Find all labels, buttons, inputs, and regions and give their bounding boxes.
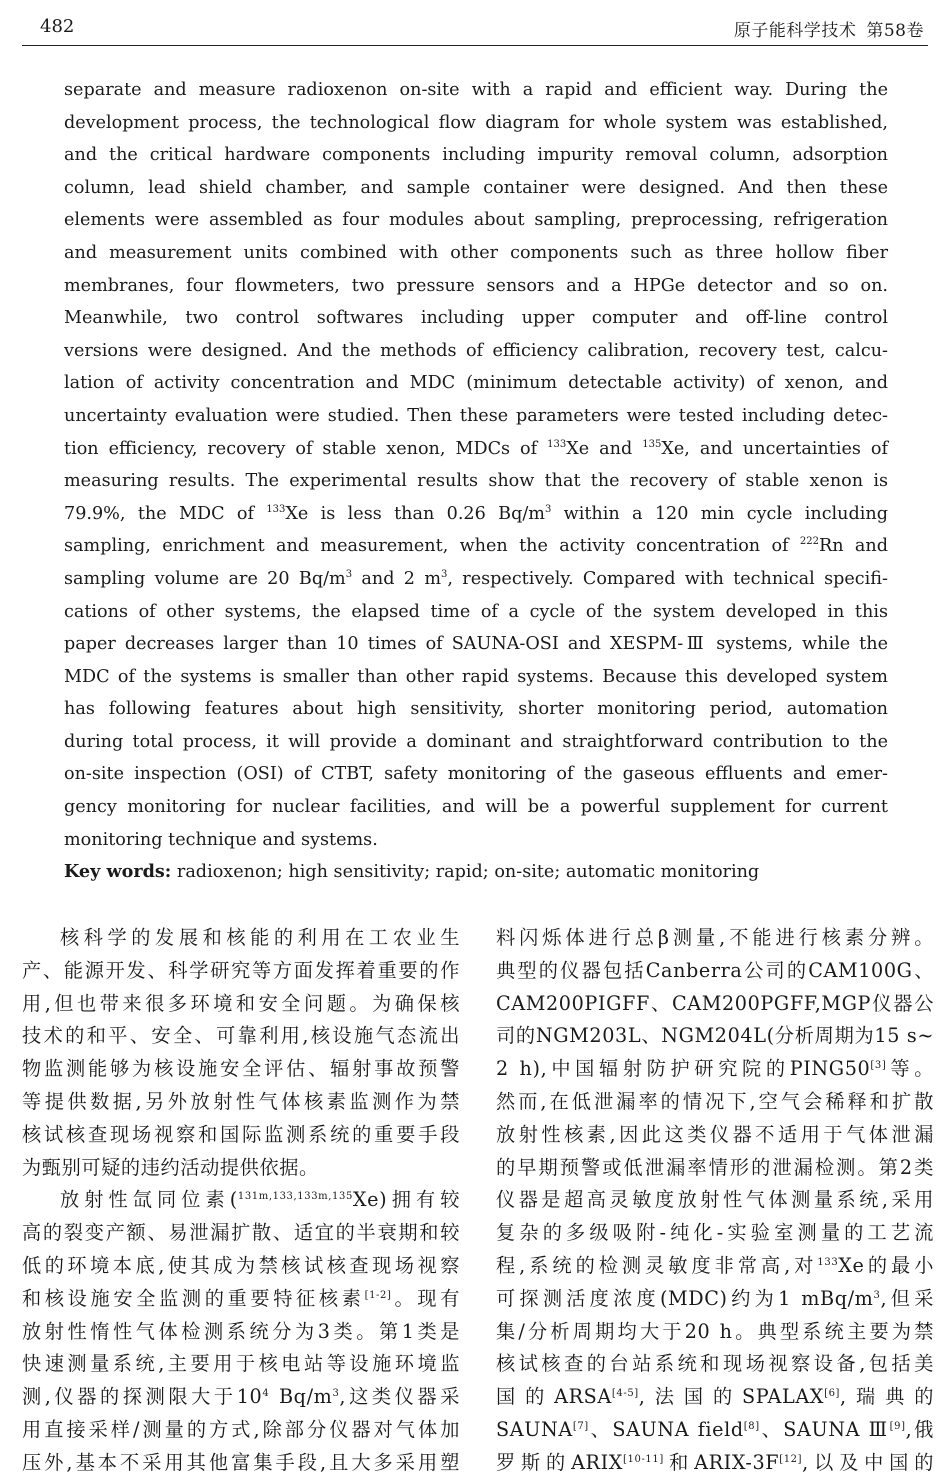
abstract-line: membranes, four flowmeters, two pressure sensors and a HPGe detector and so on. [64, 275, 888, 296]
text-line: 国的ARSA[4-5],法国的SPALAX[6],瑞典的 [496, 1385, 935, 1409]
text-line: 产、能源开发、科学研究等方面发挥着重要的作 [22, 958, 460, 982]
text-line: 等提供数据,另外放射性气体核素监测作为禁 [22, 1089, 460, 1113]
text-line: 用,但也带来很多环境和安全问题。为确保核 [22, 991, 460, 1015]
superscript: 133 [817, 1256, 839, 1268]
text-line: 2 h),中国辐射防护研究院的PING50[3]等。 [496, 1057, 935, 1081]
abstract-line: and measurement units combined with other components such as three hollow fiber [64, 242, 888, 263]
abstract-line: development process, the technological flow diagram for whole system was established, [64, 112, 888, 133]
superscript: [9] [889, 1420, 906, 1432]
text-line: 典型的仪器包括Canberra公司的CAM100G、 [496, 958, 934, 982]
superscript: 131m,133,133m,135 [237, 1191, 353, 1203]
superscript: 3 [441, 568, 448, 580]
superscript: [12] [779, 1453, 803, 1465]
text-line: 仪器是超高灵敏度放射性气体测量系统,采用 [496, 1188, 934, 1212]
text-line: 压外,基本不采用其他富集手段,且大多采用塑 [22, 1450, 460, 1474]
text-line: 测,仪器的探测限大于$10^4$ $Bq/m^3$,这类仪器采 [22, 1385, 460, 1409]
running-header [0, 0, 950, 46]
keywords [64, 856, 888, 888]
text-line: CAM200PIGFF、CAM200PGFF,MGP仪器公 [496, 991, 934, 1015]
abstract-line: tion efficiency, recovery of stable xenon, MDCs of $^{133}$Xe and $^{135}$Xe, and uncertainties of [64, 438, 888, 459]
superscript: 133 [266, 503, 286, 515]
abstract-line: 79.9%, the MDC of $^{133}$Xe is less than 0.26 $Bq/m^3$ within a 120 min cycle including [64, 503, 888, 524]
text-line: 核科学的发展和核能的利用在工农业生 [60, 926, 460, 949]
text-line: 可探测活度浓度(MDC)约为1 mBq/$m^3$,但采 [496, 1286, 934, 1310]
journal-volume: 第58卷 [866, 21, 924, 41]
superscript: 3 [332, 1388, 340, 1400]
abstract-line: versions were designed. And the methods of efficiency calibration, recovery test, calcu- [64, 340, 888, 361]
text-line: 程,系统的检测灵敏度非常高,对$^{133}$Xe的最小 [496, 1253, 935, 1277]
page-number: 482 [40, 16, 75, 37]
abstract-line: sampling, enrichment and measurement, when the activity concentration of $^{222}$Rn and [64, 536, 888, 557]
journal-title: 原子能科学技术 [733, 21, 857, 41]
abstract-body [64, 74, 888, 856]
superscript: 3 [345, 568, 353, 580]
text-line: 集/分析周期均大于20 h。典型系统主要为禁 [496, 1319, 934, 1343]
superscript: [4-5] [611, 1388, 639, 1400]
superscript: 4 [262, 1388, 270, 1400]
superscript: 135 [642, 438, 662, 450]
text-line: 的早期预警或低泄漏率情形的泄漏检测。第2类 [496, 1155, 934, 1179]
keywords-label: Key words: [64, 861, 172, 883]
text-line: 和核设施安全监测的重要特征核素[1-2]。现有 [22, 1286, 460, 1310]
text-line: 为甄别可疑的违约活动提供依据。 [22, 1155, 319, 1179]
superscript: [8] [743, 1420, 760, 1432]
text-line: SAUNA[7]、SAUNA field[8]、SAUNA Ⅲ[9],俄 [496, 1417, 934, 1441]
text-line: 然而,在低泄漏率的情况下,空气会稀释和扩散 [496, 1089, 934, 1113]
superscript: [7] [572, 1420, 589, 1432]
abstract-line: gency monitoring for nuclear facilities, and will be a powerful supplement for current [64, 797, 888, 818]
abstract-line: paper decreases larger than 10 times of SAUNA-OSI and XESPM-Ⅲ systems, while the [64, 634, 888, 655]
abstract-line: lation of activity concentration and MDC (minimum detectable activity) of xenon, and [64, 373, 888, 394]
english-abstract [64, 74, 888, 888]
abstract-line: on-site inspection (OSI) of CTBT, safety monitoring of the gaseous effluents and emer- [64, 764, 888, 785]
text-line: 放射性核素,因此这类仪器不适用于气体泄漏 [496, 1122, 934, 1146]
text-line: 司的NGM203L、NGM204L(分析周期为15 s~ [496, 1024, 934, 1048]
text-line: 复杂的多级吸附-纯化-实验室测量的工艺流 [496, 1221, 934, 1245]
text-line: 核试核查现场视察和国际监测系统的重要手段 [22, 1122, 460, 1146]
text-line: 物监测能够为核设施安全评估、辐射事故预警 [22, 1057, 460, 1081]
keywords-text: radioxenon; high sensitivity; rapid; on-site; automatic monitoring [171, 862, 760, 883]
text-line: 罗斯的ARIX[10-11]和ARIX-3F[12],以及中国的 [496, 1450, 934, 1474]
body-right-column [496, 922, 934, 1480]
abstract-line: has following features about high sensitivity, shorter monitoring period, automation [64, 699, 888, 720]
abstract-line: monitoring technique and systems. [64, 829, 378, 850]
abstract-line: MDC of the systems is smaller than other rapid systems. Because this developed system [64, 666, 888, 687]
superscript: [1-2] [364, 1289, 392, 1301]
text-line: 高的裂变产额、易泄漏扩散、适宜的半衰期和较 [22, 1221, 460, 1245]
abstract-line: cations of other systems, the elapsed time of a cycle of the system developed in this [64, 601, 888, 622]
abstract-line: during total process, it will provide a dominant and straightforward contribution to the [64, 731, 888, 752]
text-line: 料闪烁体进行总β测量,不能进行核素分辨。 [496, 926, 934, 949]
abstract-line: column, lead shield chamber, and sample container were designed. And then these [64, 177, 888, 198]
text-line: 放射性氙同位素($^{131m,133,133m,135}$Xe)拥有较 [60, 1188, 460, 1212]
body-left-column [22, 922, 460, 1480]
abstract-line: and the critical hardware components including impurity removal column, adsorption [64, 145, 888, 166]
abstract-line: elements were assembled as four modules about sampling, preprocessing, refrigeration [64, 210, 888, 231]
text-line: 用直接采样/测量的方式,除部分仪器对气体加 [22, 1417, 460, 1441]
abstract-line: measuring results. The experimental results show that the recovery of stable xenon is [64, 471, 888, 492]
text-line: 核试核查的台站系统和现场视察设备,包括美 [496, 1352, 934, 1376]
abstract-line: separate and measure radioxenon on-site with a rapid and efficient way. During the [64, 80, 888, 100]
text-line: 技术的和平、安全、可靠利用,核设施气态流出 [22, 1024, 460, 1048]
abstract-line: Meanwhile, two control softwares including upper computer and off-line control [64, 308, 888, 329]
superscript: 3 [544, 503, 552, 515]
abstract-line: uncertainty evaluation were studied. Then these parameters were tested including detec- [64, 405, 888, 426]
superscript: 222 [799, 536, 819, 548]
superscript: 3 [873, 1289, 881, 1301]
text-line: 快速测量系统,主要用于核电站等设施环境监 [22, 1352, 460, 1376]
superscript: [10-11] [623, 1453, 664, 1465]
superscript: [3] [870, 1060, 887, 1072]
superscript: 133 [547, 438, 567, 450]
superscript: [6] [824, 1388, 841, 1400]
journal-info [724, 16, 924, 41]
text-line: 放射性惰性气体检测系统分为3类。第1类是 [22, 1319, 460, 1343]
text-line: 低的环境本底,使其成为禁核试核查现场视察 [22, 1253, 460, 1277]
abstract-line: sampling volume are 20 $Bq/m^3$ and 2 $m^3$, respectively. Compared with technical specifi- [64, 568, 888, 589]
header-rule [22, 45, 928, 46]
